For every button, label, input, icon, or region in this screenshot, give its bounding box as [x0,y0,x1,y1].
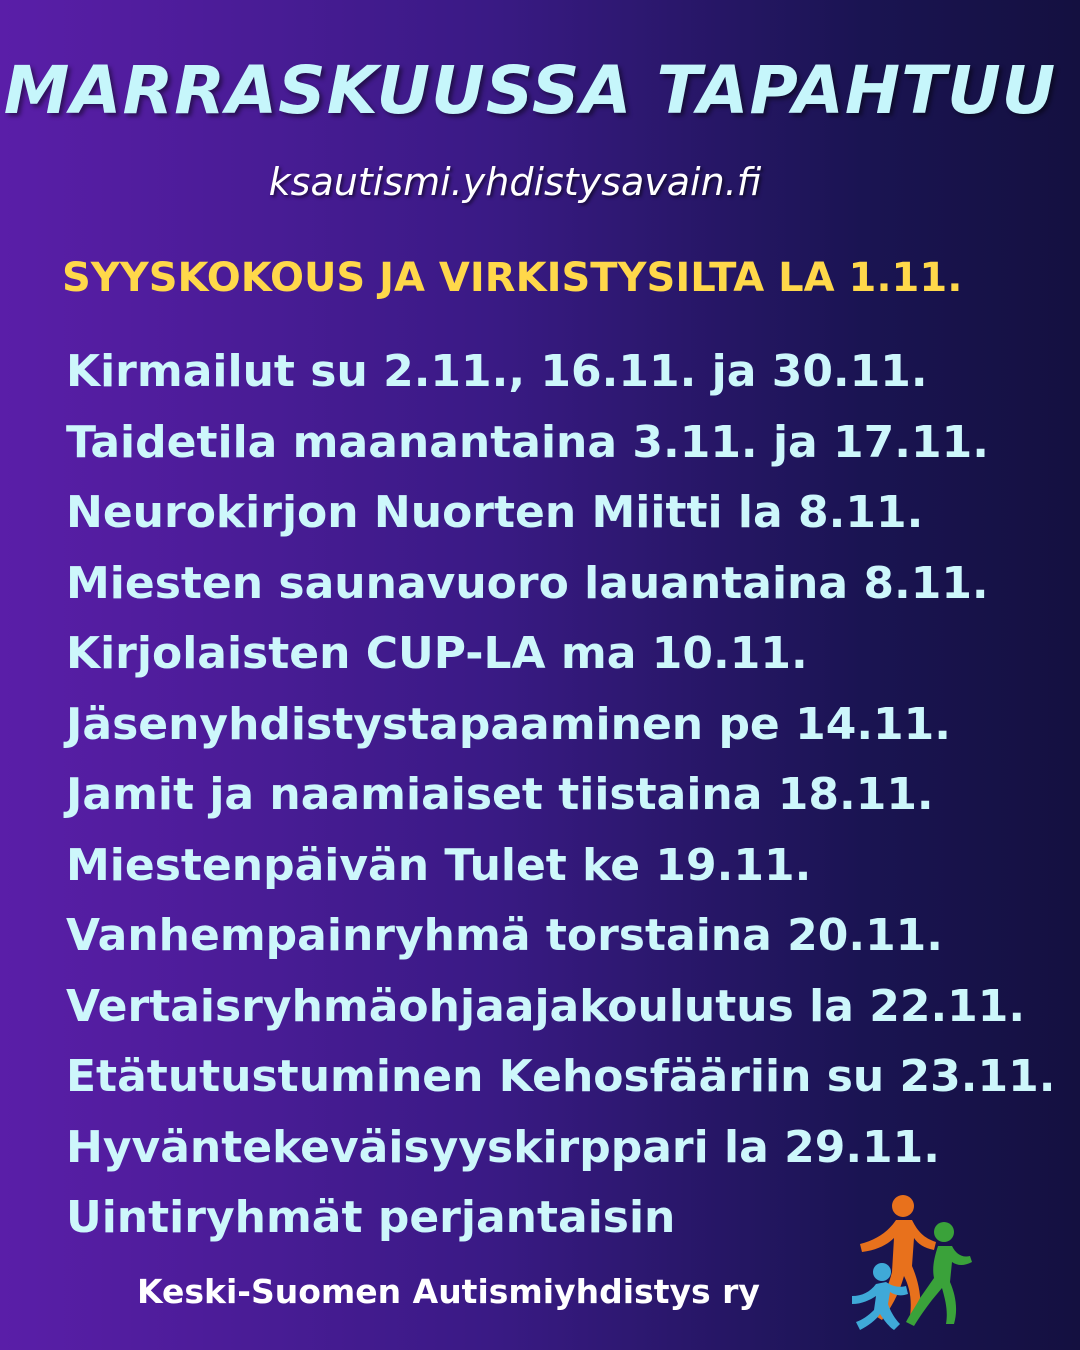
event-item: Jamit ja naamiaiset tiistaina 18.11. [66,769,934,820]
event-item: Neurokirjon Nuorten Miitti la 8.11. [66,487,924,538]
event-item: Miesten saunavuoro lauantaina 8.11. [66,557,989,609]
event-item: Jäsenyhdistystapaaminen pe 14.11. [66,698,951,750]
event-list [66,337,1055,1254]
people-figures-logo-icon [848,1192,978,1332]
event-item: Etätutustuminen Kehosfääriin su 23.11. [66,1051,1056,1102]
event-item: Vertaisryhmäohjaajakoulutus la 22.11. [66,980,1026,1032]
event-item: Hyväntekeväisyyskirppari la 29.11. [66,1121,941,1173]
event-item: Vanhempainryhmä torstaina 20.11. [66,910,944,961]
organization-name: Keski-Suomen Autismiyhdistys ry [137,1272,760,1311]
event-item: Miestenpäivän Tulet ke 19.11. [66,839,812,891]
event-item: Kirjolaisten CUP-LA ma 10.11. [66,628,808,679]
page-title: MARRASKUUSSA TAPAHTUU [3,52,1057,129]
highlight-event: SYYSKOKOUS JA VIRKISTYSILTA LA 1.11. [62,255,963,301]
event-item: Kirmailut su 2.11., 16.11. ja 30.11. [66,346,928,397]
website-url: ksautismi.yhdistysavain.fi [268,160,762,204]
event-item: Taidetila maanantaina 3.11. ja 17.11. [66,416,989,468]
event-item: Uintiryhmät perjantaisin [66,1192,676,1243]
